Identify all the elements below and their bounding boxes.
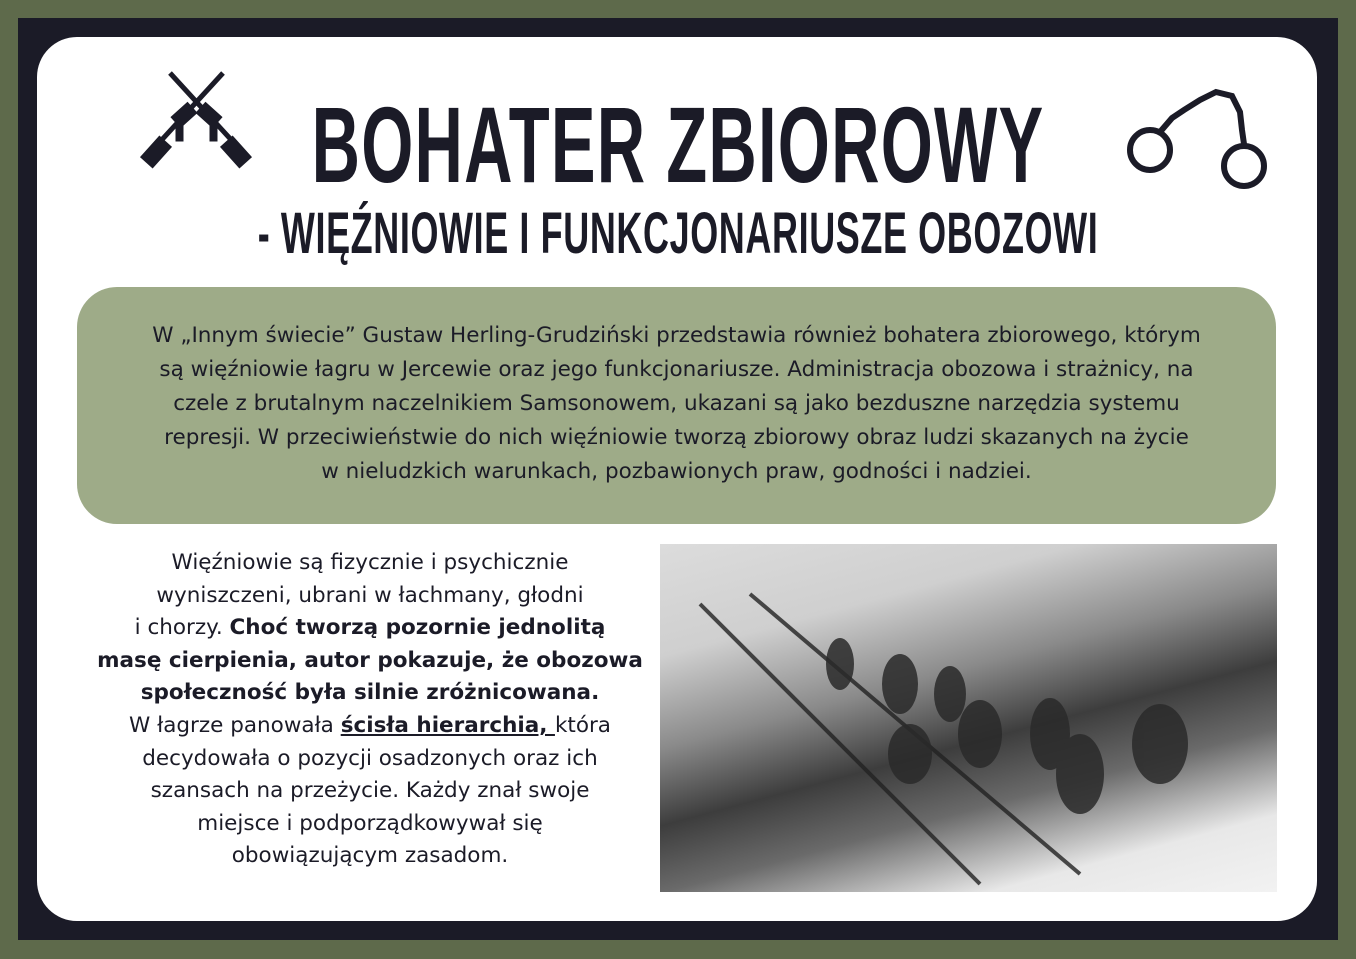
- body-line: wyniszczeni, ubrani w łachmany, głodni: [156, 582, 584, 608]
- body-line: miejsce i podporządkowywał się: [197, 810, 543, 836]
- body-line: decydowała o pozycji osadzonych oraz ich: [142, 745, 598, 771]
- body-text: [80, 547, 660, 873]
- body-bold: Choć tworzą pozornie jednolitą: [229, 615, 606, 641]
- body-line: Więźniowie są fizycznie i psychicznie: [171, 550, 569, 575]
- body-underlined: ścisła hierarchia,: [340, 712, 555, 738]
- body-line: [80, 710, 660, 743]
- body-fragment: i chorzy.: [134, 615, 230, 641]
- body-line: szansach na przeżycie. Każdy znał swoje: [150, 778, 590, 804]
- body-line: [80, 612, 660, 645]
- intro-line: są więźniowie łagru w Jercewie oraz jego funkcjonariusze. Administracja obozowa i strażnicy, na: [159, 357, 1194, 382]
- intro-line: w nieludzkich warunkach, pozbawionych praw, godności i nadziei.: [321, 459, 1032, 484]
- body-fragment: W łagrze panowała: [129, 712, 341, 738]
- handcuffs-icon: [1124, 82, 1274, 194]
- page-subtitle: - WIĘŹNIOWIE I FUNKCJONARIUSZE OBOZOWI: [257, 201, 1099, 266]
- page-title: BOHATER ZBIOROWY: [311, 84, 1045, 205]
- photo-illustration: [660, 544, 1277, 892]
- body-bold-line: masę cierpienia, autor pokazuje, że obozowa: [97, 647, 643, 673]
- intro-line: czele z brutalnym naczelnikiem Samsonowem, ukazani są jako bezduszne narzędzia systemu: [173, 391, 1180, 416]
- intro-text: [77, 319, 1276, 489]
- body-bold-line: społeczność była silnie zróżnicowana.: [140, 680, 600, 706]
- prisoners-photo: [660, 544, 1277, 892]
- crossed-rifles-icon: [128, 68, 266, 170]
- intro-line: represji. W przeciwieństwie do nich więźniowie tworzą zbiorowy obraz ludzi skazanych na życie: [164, 425, 1189, 450]
- body-fragment: która: [554, 712, 611, 738]
- intro-line: W „Innym świecie” Gustaw Herling-Grudziński przedstawia również bohatera zbiorowego, którym: [152, 323, 1201, 348]
- body-line: obowiązującym zasadom.: [231, 843, 509, 869]
